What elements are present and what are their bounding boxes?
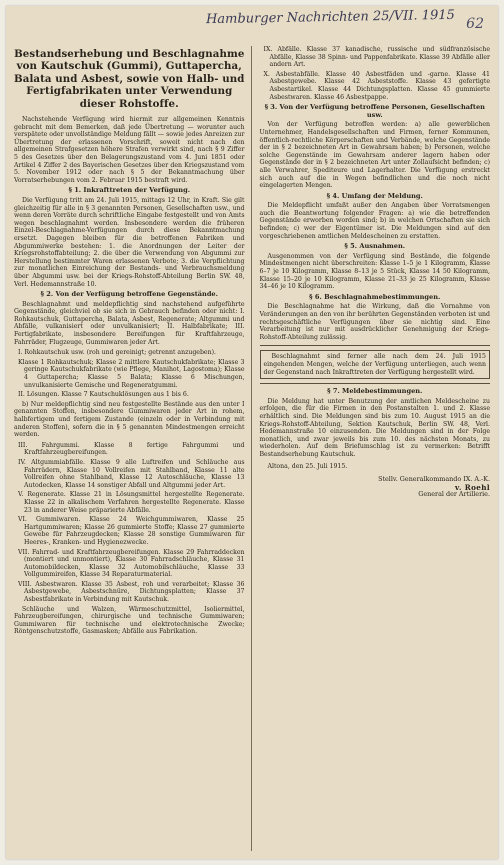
section-4-text: Die Meldepflicht umfaßt außer den Angaben über Vorratsmengen auch die Beantwortung folgender Fragen: a) wie die betreffenden Gegenstände erworben worden sind; b) in welchen Ortschaften sie sich befinden; c) wer der Eigentümer ist. Die Meldungen sind auf den vorgeschriebenen amtlichen Meldescheinen zu erstatten. xyxy=(259,202,490,240)
section-3-text: Von der Verfügung betroffen werden: a) alle gewerblichen Unternehmer, Handelsgesellschaften und Firmen, ferner Kommunen, öffentlich-rechtliche Körperschaften und Verbände, welche Gegenstände der in § 2 bezeichneten Art in Gewahrsam haben; b) Personen, welche solche Gegenstände im Gewahrsam anderer lagern haben oder Gegenstände der in § 2 bezeichneten Art unter Zollaufsicht befinden; c) alle Verwahrer, Spediteure und Lagerhalter. Die Verfügung erstreckt sich auch auf die in Wegen befindlichen und die noch nicht eingelagerten Mengen. xyxy=(259,121,490,190)
class-group-10: X. Asbestabfälle. Klasse 40 Asbestfäden und -garne. Klasse 41 Asbestgewebe. Klasse 42 Asbeststoffe. Klasse 43 gefertigte Asbestartikel. Klasse 44 Dichtungsplatten. Klasse 45 gummierte Asbestwaren. Klasse 46 Asbestpappe. xyxy=(263,70,490,101)
section-4-title: § 4. Umfang der Meldung. xyxy=(326,191,423,200)
class-group-6: VI. Gummiwaren. Klasse 24 Weichgummiwaren, Klasse 25 Hartgummiwaren; Klasse 26 gummierte Stoffe; Klasse 27 gummierte Gewebe für Fahrzeugdecken; Klasse 28 sonstige Gummiwaren für Heeres-, Kranken- und Hygienezwecke. xyxy=(18,516,245,546)
boxed-notice: Beschlagnahmt sind ferner alle nach dem 24. Juli 1915 eingehenden Mengen, welche der Verfügung unterliegen, auch wenn der Gegenstand nach Inkrafttreten der Verfügung hergestellt wird. xyxy=(260,350,491,379)
class-group-4: IV. Altgummiabfälle. Klasse 9 alle Luftreifen und Schläuche aus Fahrrädern, Klasse 10 Vollreifen mit Stahlband, Klasse 11 alte Vollreifen ohne Stahlband, Klasse 12 Autoschläuche, Klasse 13 Autodecken, Klasse 14 sonstiger Abfall und Altgummi jeder Art. xyxy=(18,458,245,489)
class-group-2-detail: b) Nur meldepflichtig sind neu festgestellte Bestände aus den unter I genannten Stoffen, insbesondere Gummiwaren jeder Art in rohem, halbfertigem und fertigem Zustande (einzeln oder in Verbindung mit anderen Stoffen), sofern die in § 5 genannten Mindestmengen erreicht werden. xyxy=(14,400,245,439)
class-group-3: III. Fahrgummi. Klasse 8 fertige Fahrgummi und Kraftfahrzeugbereifungen. xyxy=(18,441,245,457)
intro-paragraph: Nachstehende Verfügung wird hiermit zur allgemeinen Kenntnis gebracht mit dem Bemerken, daß jede Übertretung — worunter auch verspätete oder unvollständige Meldung fällt — sowie jedes Anreizen zur Übertretung der erlassenen Vorschrift, soweit nicht nach den allgemeinen Strafgesetzen höhere Strafen verwirkt sind, nach § 9 Ziffer 5 des Gesetzes über den Belagerungszustand vom 4. Juni 1851 oder Artikel 4 Ziffer 2 des Bayerischen Gesetzes über den Kriegszustand vom 5. November 1912 oder nach § 5 der Bekanntmachung über Vorratserhebungen vom 2. Februar 1915 bestraft wird. xyxy=(14,116,245,184)
signatory-name: v. Roehl xyxy=(455,482,490,492)
article-headline: Bestandserhebung und Beschlagnahme von Kautschuk (Gummi), Guttapercha, Balata und Asbest, sowie von Halb- und Fertigfabrikaten unter Verwendung dieser Rohstoffe. xyxy=(14,48,245,110)
section-7-title: § 7. Meldebestimmungen. xyxy=(327,387,423,396)
class-group-9: IX. Abfälle. Klasse 37 kanadische, russische und südfranzösische Abfälle, Klasse 38 Spinn- und Pappenfabrikate. Klasse 39 Abfälle aller andern Art. xyxy=(263,46,490,69)
newspaper-clipping xyxy=(6,6,498,859)
section-6-text: Die Beschlagnahme hat die Wirkung, daß die Vornahme von Veränderungen an den von ihr berührten Gegenständen verboten ist und rechtsgeschäftliche Verfügungen über sie nichtig sind. Eine Verarbeitung ist nur mit ausdrücklicher Genehmigung der Kriegs-Rohstoff-Abteilung zulässig. xyxy=(259,303,490,341)
class-group-1: I. Rohkautschuk usw. (roh und gereinigt; getrennt anzugeben). xyxy=(18,349,216,357)
article-columns xyxy=(14,46,490,851)
issuing-authority: Stellv. Generalkommando IX. A.-K. xyxy=(378,475,490,484)
section-3-title: § 3. Von der Verfügung betroffene Personen, Gesellschaften usw. xyxy=(264,103,485,119)
left-trailer-text: Schläuche und Walzen, Wärmeschutzmittel, Isoliermittel, Fahrzeugbereifungen, chirurgische und technische Gummiwaren; Gummiwaren für technische und elektrotechnische Zwecke; Röntgenschutzstoffe, Gasmasken; Abfälle aus Fabrikation. xyxy=(14,605,245,636)
section-7-text: Die Meldung hat unter Benutzung der amtlichen Meldescheine zu erfolgen, die für die Firmen in den Postanstalten 1. und 2. Klasse erhältlich sind. Die Meldungen sind bis zum 10. August 1915 an die Kriegs-Rohstoff-Abteilung, Sektion Kautschuk, Berlin SW. 48, Verl. Hedemannstraße 10 einzusenden. Die Meldungen sind in der Folge monatlich, und zwar jeweils bis zum 10. des nächsten Monats, zu wiederholen. Auf dem Briefumschlag ist zu vermerken: Betrifft Bestandserhebung Kautschuk. xyxy=(259,397,490,458)
column-divider-rule-2 xyxy=(260,383,491,384)
class-group-8: VIII. Asbestwaren. Klasse 35 Asbest, roh und verarbeitet; Klasse 36 Asbestgewebe, Asbestschnüre, Dichtungsplatten; Klasse 37 Asbestfabrikate in Verbindung mit Kautschuk. xyxy=(18,580,245,604)
handwritten-annotation: Hamburger Nachrichten 25/VII. 1915 xyxy=(205,7,455,28)
signatory-rank: General der Artillerie. xyxy=(418,490,490,499)
section-1-text: Die Verfügung tritt am 24. Juli 1915, mittags 12 Uhr, in Kraft. Sie gilt gleichzeitig für alle in § 3 genannten Personen, Gesellschaften usw., und wenn deren Vorräte durch schriftliche Eingabe festgestellt und von Amts wegen beschlagnahmt werden. Insbesondere werden die früheren Einzel-Beschlagnahme-Verfügungen durch diese Bekanntmachung ersetzt. Dagegen bleiben für die betroffenen Fabriken und Abgummiwerke bestehen: 1. die Anordnungen der Leiter der Kriegsrohstoffabteilung; 2. die über die Verwendung von Abgummi zur Herstellung bestimmter Waren erlassenen Verbote; 3. die Verpflichtung zur monatlichen Einreichung der Bestands- und Verbrauchsmeldung über Abgummi usw. bei der Kriegs-Rohstoff-Abteilung Berlin SW. 48, Verl. Hedemannstraße 10. xyxy=(14,196,245,288)
issue-date: Altona, den 25. Juli 1915. xyxy=(267,462,348,470)
column-divider-rule xyxy=(260,345,491,346)
section-1-title: § 1. Inkrafttreten der Verfügung. xyxy=(68,186,191,195)
class-group-7: VII. Fahrrad- und Kraftfahrzeugbereifungen. Klasse 29 Fahrraddecken (montiert und unmontiert), Klasse 30 Fahrradschläuche, Klasse 31 Automobildecken, Klasse 32 Automobilschläuche, Klasse 33 Vollgummireifen, Klasse 34 Reparaturmaterial. xyxy=(18,548,245,579)
handwritten-page-number: 62 xyxy=(466,16,484,32)
class-group-2: II. Lösungen. Klasse 7 Kautschuklösungen aus 1 bis 6. xyxy=(18,391,189,399)
section-2-text: Beschlagnahmt und meldepflichtig sind nachstehend aufgeführte Gegenstände, gleichviel ob sie sich in Gebrauch befinden oder nicht: I. Rohkautschuk, Guttapercha, Balata, Asbest, Regenerate; Altgummi und Abfälle, vulkanisiert oder unvulkanisiert; II. Halbfabrikate; III. Fertigfabrikate, insbesondere Bereifungen für Kraftfahrzeuge, Fahrräder, Flugzeuge, Gummiwaren jeder Art. xyxy=(14,300,245,346)
section-6-title: § 6. Beschlagnahmebestimmungen. xyxy=(309,292,441,301)
class-group-1-detail: Klasse 1 Rohkautschuk; Klasse 2 mittlere Kautschukfabrikate; Klasse 3 geringe Kautschukfabrikate (wie Pflege, Manihot, Lagostoma); Klasse 4 Guttapercha; Klasse 5 Balata; Klasse 6 Mischungen, unvulkanisierte Gemische und Regeneratgummi. xyxy=(18,358,245,389)
section-2-title: § 2. Von der Verfügung betroffene Gegenstände. xyxy=(40,290,218,299)
signature-block xyxy=(260,476,491,499)
class-group-5: V. Regenerate. Klasse 21 in Lösungsmittel hergestellte Regenerate. Klasse 22 in alkalischem Verfahren hergestellte Regenerate. Klasse 23 in anderer Weise präparierte Abfälle. xyxy=(18,491,245,514)
section-5-title: § 5. Ausnahmen. xyxy=(344,242,406,251)
left-column xyxy=(14,46,252,851)
right-column xyxy=(258,46,491,851)
section-5-text: Ausgenommen von der Verfügung sind Bestände, die folgende Mindestmengen nicht überschreiten: Klasse 1–5 je 1 Kilogramm, Klasse 6–7 je 10 Kilogramm, Klasse 8–13 je 5 Stück, Klasse 14 50 Kilogramm, Klasse 15–20 je 10 Kilogramm, Klasse 21–33 je 25 Kilogramm, Klasse 34–46 je 10 Kilogramm. xyxy=(259,252,490,291)
